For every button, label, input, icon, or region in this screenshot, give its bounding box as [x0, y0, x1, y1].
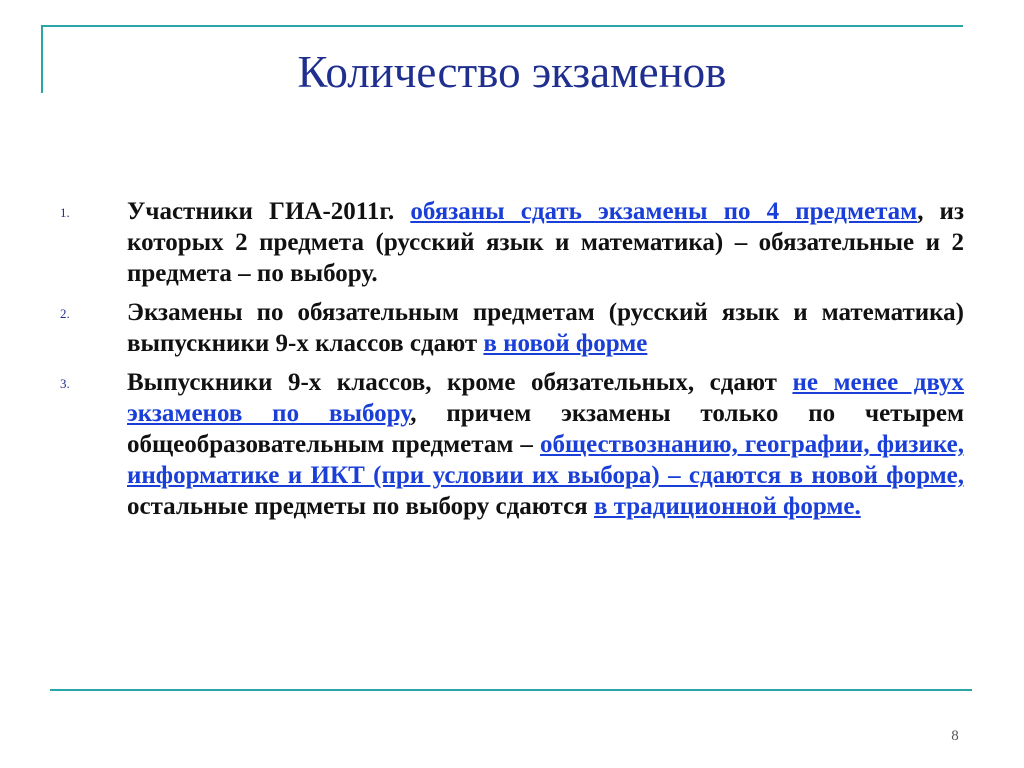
- list-number: 3.: [60, 376, 70, 391]
- list-item-text: [127, 196, 964, 289]
- text-run: Участники ГИА-2011г.: [127, 198, 411, 225]
- frame-bottom-line: [50, 689, 972, 691]
- list-number: 2.: [60, 306, 70, 321]
- list-item-text: [127, 367, 964, 522]
- link-subjects-new-form[interactable]: обществознанию, географии, физике, информатике и ИКТ (при условии их выбора) – сдаются в новой форме,: [127, 431, 964, 489]
- link-new-form[interactable]: в новой форме: [483, 330, 648, 357]
- list-item: [60, 196, 964, 289]
- exam-list: [60, 196, 964, 530]
- link-two-elective-exams[interactable]: не менее двух экзаменов по выбору: [127, 369, 964, 427]
- text-run: Выпускники 9-х классов, кроме обязательных, сдают: [127, 369, 793, 396]
- text-run: , причем экзамены только по четырем общеобразовательным предметам –: [127, 400, 965, 458]
- list-item: [60, 367, 964, 522]
- list-item: [60, 297, 964, 359]
- text-run: остальные предметы по выбору сдаются: [127, 493, 594, 520]
- list-item-text: [127, 297, 964, 359]
- page-number: 8: [951, 728, 959, 744]
- frame-top-line: [41, 25, 963, 27]
- link-traditional-form[interactable]: в традиционной форме.: [593, 493, 861, 520]
- text-run: Экзамены по обязательным предметам (русский язык и математика) выпускники 9-х классов сдают: [127, 299, 964, 357]
- link-four-subjects[interactable]: обязаны сдать экзамены по 4 предметам: [410, 198, 918, 225]
- list-number: 1.: [60, 205, 70, 220]
- text-run: , из которых 2 предмета (русский язык и математика) – обязательные и 2 предмета – по выбору.: [127, 198, 965, 287]
- slide-title: Количество экзаменов: [297, 47, 727, 97]
